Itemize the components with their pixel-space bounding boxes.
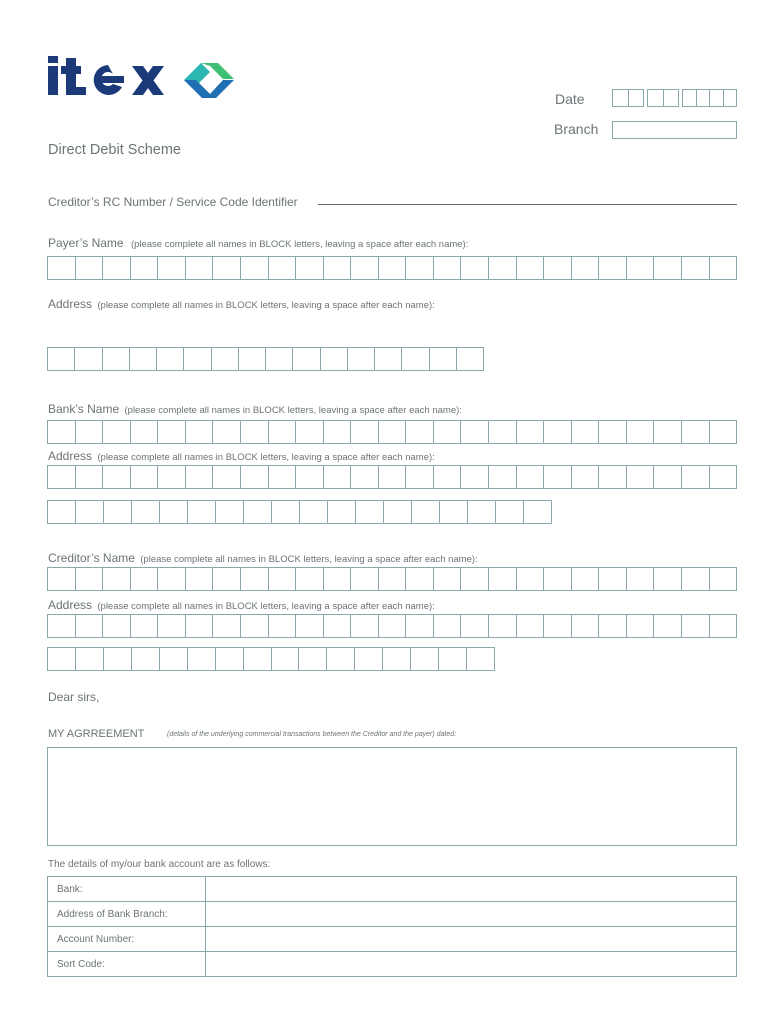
agreement-label: MY AGRREEMENT [48,728,145,740]
salutation: Dear sirs, [48,690,100,704]
payer-address-note: (please complete all names in BLOCK letters, leaving a space after each name): [97,300,435,311]
sort-code-row-label: Sort Code: [48,952,206,977]
creditor-name-label: Creditor’s Name (please complete all names in BLOCK letters, leaving a space after each name): [48,551,478,565]
creditor-address-note: (please complete all names in BLOCK letters, leaving a space after each name): [97,601,435,612]
table-row [48,952,737,977]
branch-label: Branch [554,121,599,137]
itex-logo [46,52,238,100]
payer-name-note: (please complete all names in BLOCK letters, leaving a space after each name): [130,239,469,250]
bank-address-boxes-2[interactable] [47,500,552,524]
creditor-address-boxes-2[interactable] [47,647,495,671]
creditor-address-boxes-1[interactable] [47,614,737,638]
bank-name-label: Bank’s Name (please complete all names in BLOCK letters, leaving a space after each name): [48,402,462,416]
payer-name-boxes[interactable] [47,256,737,280]
bank-branch-address-input[interactable] [206,902,737,927]
date-month-boxes[interactable] [647,89,679,107]
date-label: Date [555,91,585,107]
bank-address-boxes-1[interactable] [47,465,737,489]
bank-branch-address-row-label: Address of Bank Branch: [48,902,206,927]
bank-input[interactable] [206,877,737,902]
creditor-id-label: Creditor’s RC Number / Service Code Identifier [48,195,298,209]
creditor-address-label: Address (please complete all names in BLOCK letters, leaving a space after each name): [48,598,435,612]
payer-address-boxes[interactable] [47,347,484,371]
branch-field[interactable] [612,121,737,139]
bank-details-table [47,876,737,977]
creditor-name-note: (please complete all names in BLOCK letters, leaving a space after each name): [140,554,478,565]
page-title: Direct Debit Scheme [48,142,181,158]
bank-name-note: (please complete all names in BLOCK letters, leaving a space after each name): [124,405,462,416]
account-number-row-label: Account Number: [48,927,206,952]
bank-address-note: (please complete all names in BLOCK letters, leaving a space after each name): [97,452,435,463]
account-number-input[interactable] [206,927,737,952]
table-row [48,877,737,902]
creditor-id-line[interactable] [318,204,737,205]
payer-name-label: Payer’s Name (please complete all names in BLOCK letters, leaving a space after each name): [48,236,469,250]
date-day-boxes[interactable] [612,89,644,107]
bank-row-label: Bank: [48,877,206,902]
table-row [48,902,737,927]
bank-name-boxes[interactable] [47,420,737,444]
payer-address-label: Address (please complete all names in BLOCK letters, leaving a space after each name): [48,297,435,311]
table-row [48,927,737,952]
agreement-note: (details of the underlying commercial transactions between the Creditor and the payer) dated: [167,731,457,738]
creditor-name-boxes[interactable] [47,567,737,591]
date-year-boxes[interactable] [682,89,737,107]
bank-details-intro: The details of my/our bank account are as follows: [48,859,271,870]
sort-code-input[interactable] [206,952,737,977]
agreement-textarea[interactable] [47,747,737,846]
bank-address-label: Address (please complete all names in BLOCK letters, leaving a space after each name): [48,449,435,463]
